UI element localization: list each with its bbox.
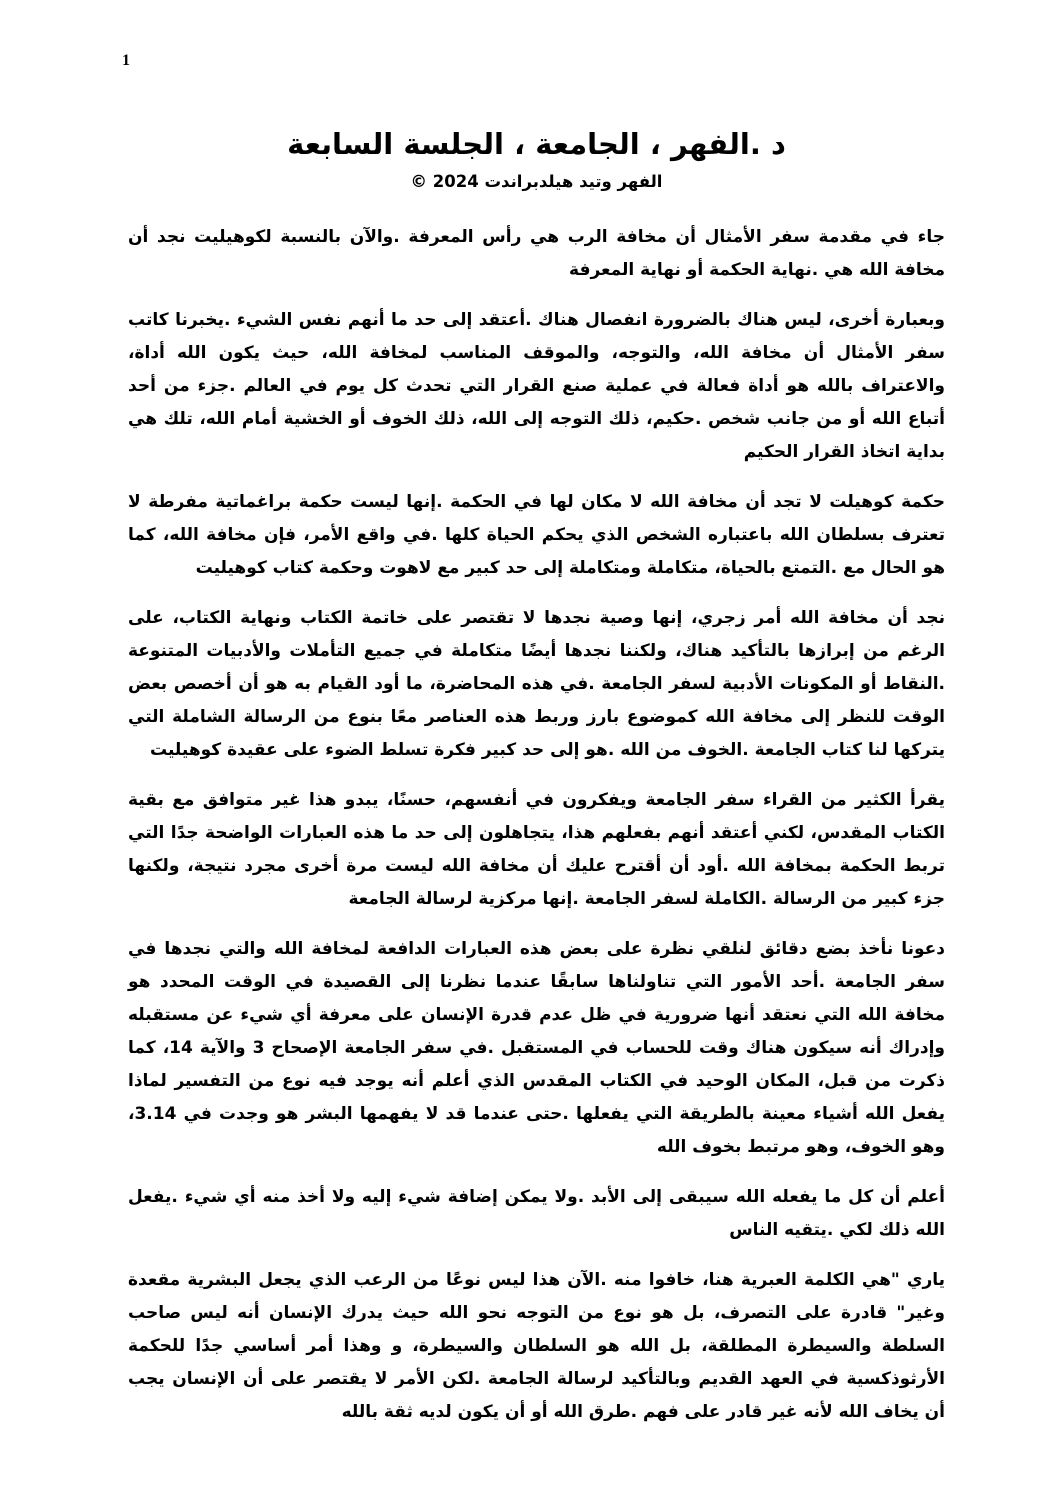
paragraph-2: وبعبارة أخرى، ليس هناك بالضرورة انفصال هناك .أعتقد إلى حد ما أنهم نفس الشيء .يخبرنا كاتب سفر الأمثال أن مخافة الله، والتوجه، والموقف المناسب لمخافة الله، حيث يكون الله أداة، والاعتراف بالله هو أداة فعالة في عملية صنع القرار التي تحدث كل يوم في العالم .جزء من أحد أتباع الله أو من جانب شخص .حكيم، ذلك التوجه إلى الله، ذلك الخوف أو الخشية أمام الله، تلك هي بداية اتخاذ القرار الحكيم bbox=[128, 310, 945, 463]
document-title: د .الفهر ، الجامعة ، الجلسة السابعة bbox=[287, 127, 786, 161]
paragraph-5: يقرأ الكثير من القراء سفر الجامعة ويفكرون في أنفسهم، حسنًا، يبدو هذا غير متوافق مع بقية الكتاب المقدس، لكني أعتقد أنهم بفعلهم هذا، يتجاهلون إلى حد ما هذه العبارات الواضحة جدًا التي تربط الحكمة بمخافة الله .أود أن أقترح عليك أن مخافة الله ليست مرة أخرى مجرد نتيجة، ولكنها جزء كبير من الرسالة .الكاملة لسفر الجامعة .إنها مركزية لرسالة الجامعة bbox=[128, 790, 945, 910]
paragraph-4: نجد أن مخافة الله أمر زجري، إنها وصية نجدها لا تقتصر على خاتمة الكتاب ونهاية الكتاب، على الرغم من إبرازها بالتأكيد هناك، ولكننا نجدها أيضًا متكاملة في جميع التأملات والأدبيات المتنوعة .النقاط أو المكونات الأدبية لسفر الجامعة .في هذه المحاضرة، ما أود القيام به هو أن أخصص بعض الوقت للنظر إلى مخافة الله كموضوع بارز وربط هذه العناصر معًا بنوع من الرسالة الشاملة التي يتركها لنا كتاب الجامعة .الخوف من الله .هو إلى حد كبير فكرة تسلط الضوء على عقيدة كوهيليت bbox=[128, 608, 945, 761]
paragraph-1: جاء في مقدمة سفر الأمثال أن مخافة الرب هي رأس المعرفة .والآن بالنسبة لكوهيليت نجد أن مخافة الله هي .نهاية الحكمة أو نهاية المعرفة bbox=[128, 227, 945, 281]
paragraph-6: دعونا نأخذ بضع دقائق لنلقي نظرة على بعض هذه العبارات الدافعة لمخافة الله والتي نجدها في سفر الجامعة .أحد الأمور التي تناولناها سابقًا عندما نظرنا إلى القصيدة في الوقت المحدد هو مخافة الله التي نعتقد أنها ضرورية في ظل عدم قدرة الإنسان على معرفة أي شيء عن مستقبله وإدراك أنه سيكون هناك وقت للحساب في المستقبل .في سفر الجامعة الإصحاح 3 والآية 14، كما ذكرت من قبل، المكان الوحيد في الكتاب المقدس الذي أعلم أنه يوجد فيه نوع من التفسير لماذا يفعل الله أشياء معينة بالطريقة التي يفعلها .حتى عندما قد لا يفهمها البشر هو وجدت في 3.14، وهو الخوف، وهو مرتبط بخوف الله bbox=[128, 939, 945, 1158]
paragraph-8: ياري "هي الكلمة العبرية هنا، خافوا منه .الآن هذا ليس نوعًا من الرعب الذي يجعل البشرية مقعدة وغير" قادرة على التصرف، بل هو نوع من التوجه نحو الله حيث يدرك الإنسان أنه ليس صاحب السلطة والسيطرة المطلقة، بل الله هو السلطان والسيطرة، و وهذا أمر أساسي جدًا للحكمة الأرثوذكسية في العهد القديم وبالتأكيد لرسالة الجامعة .لكن الأمر لا يقتصر على أن الإنسان يجب أن يخاف الله لأنه غير قادر على فهم .طرق الله أو أن يكون لديه ثقة بالله bbox=[128, 1270, 945, 1423]
page-number: 1 bbox=[122, 52, 130, 69]
paragraph-7: أعلم أن كل ما يفعله الله سيبقى إلى الأبد .ولا يمكن إضافة شيء إليه ولا أخذ منه أي شيء .يفعل الله ذلك لكي .يتقيه الناس bbox=[128, 1187, 945, 1241]
document-header bbox=[128, 126, 945, 191]
copyright-line: الفهر وتيد هيلدبراندت 2024 © bbox=[410, 172, 663, 192]
document-body bbox=[128, 221, 945, 1429]
paragraph-3: حكمة كوهيلت لا تجد أن مخافة الله لا مكان لها في الحكمة .إنها ليست حكمة براغماتية مفرطة لا تعترف بسلطان الله باعتباره الشخص الذي يحكم الحياة كلها .في واقع الأمر، فإن مخافة الله، كما هو الحال مع .التمتع بالحياة، متكاملة ومتكاملة إلى حد كبير مع لاهوت وحكمة كتاب كوهيليت bbox=[128, 492, 945, 579]
